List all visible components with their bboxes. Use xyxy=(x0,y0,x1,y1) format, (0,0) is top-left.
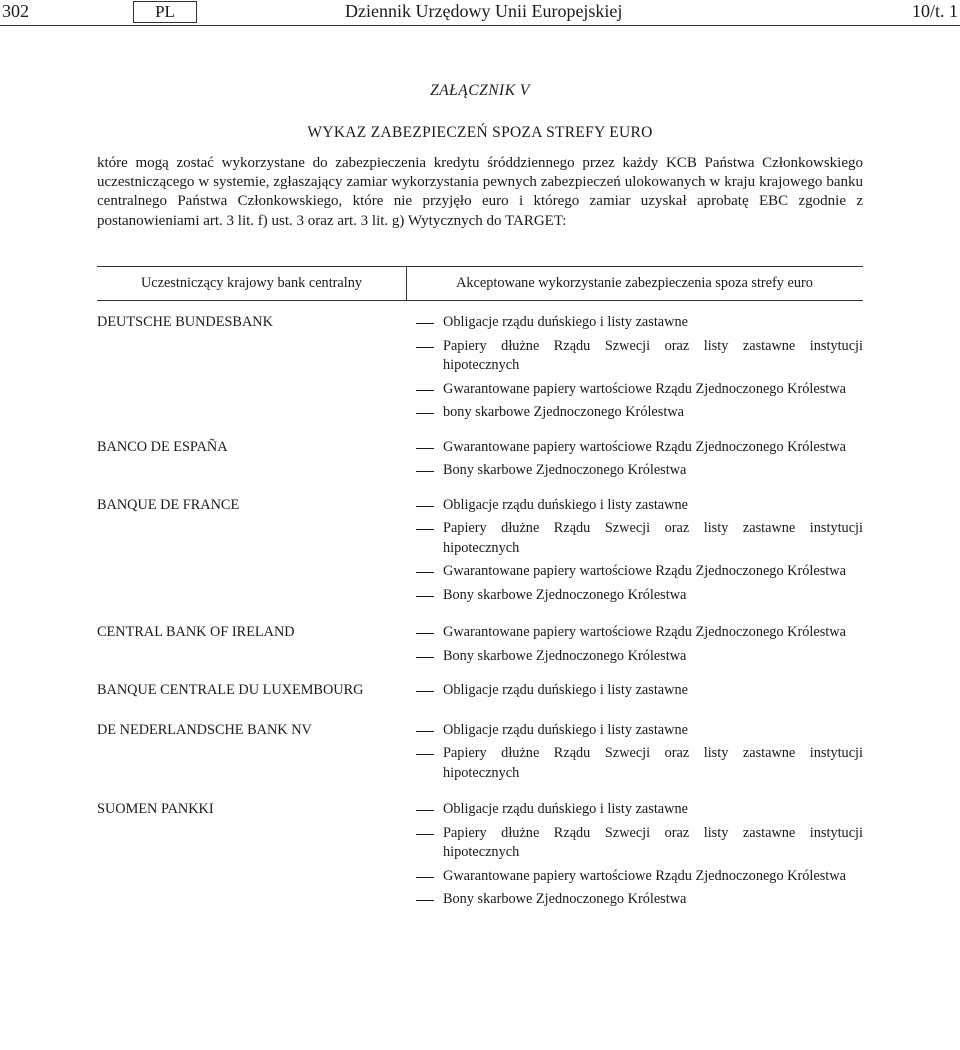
dash-bullet xyxy=(416,867,443,887)
collateral-item xyxy=(416,647,863,667)
collateral-item-text: bony skarbowe Zjednoczonego Królestwa xyxy=(443,404,684,420)
table-row xyxy=(97,313,863,423)
column-header-collateral: Akceptowane wykorzystanie zabezpieczenia spoza strefy euro xyxy=(456,275,813,291)
collateral-item xyxy=(416,337,863,376)
bank-name: DEUTSCHE BUNDESBANK xyxy=(97,314,273,330)
annex-title: ZAŁĄCZNIK V xyxy=(430,82,530,99)
collateral-table-body xyxy=(97,313,863,910)
language-code-box: PL xyxy=(133,1,197,23)
collateral-item xyxy=(416,496,863,516)
page-header xyxy=(0,0,960,30)
dash-bullet xyxy=(416,647,443,667)
collateral-item xyxy=(416,562,863,582)
collateral-item xyxy=(416,403,863,423)
collateral-list xyxy=(416,623,863,666)
dash-bullet xyxy=(416,800,443,820)
collateral-list xyxy=(416,438,863,481)
collateral-item xyxy=(416,800,863,820)
journal-title: Dziennik Urzędowy Unii Europejskiej xyxy=(345,1,623,21)
dash-bullet xyxy=(416,461,443,481)
collateral-item-text: Papiery dłużne Rządu Szwecji oraz listy zastawne instytucji hipotecznych xyxy=(443,824,863,860)
collateral-item xyxy=(416,438,863,458)
collateral-item xyxy=(416,519,863,558)
collateral-item-text: Gwarantowane papiery wartościowe Rządu Zjednoczonego Królestwa xyxy=(443,438,846,455)
collateral-item xyxy=(416,461,863,481)
collateral-item xyxy=(416,890,863,910)
dash-bullet xyxy=(416,519,443,558)
dash-bullet xyxy=(416,586,443,606)
collateral-item xyxy=(416,721,863,741)
dash-bullet xyxy=(416,403,443,423)
dash-bullet xyxy=(416,890,443,910)
collateral-item xyxy=(416,380,863,400)
collateral-item-text: Bony skarbowe Zjednoczonego Królestwa xyxy=(443,586,687,603)
bank-name: BANQUE DE FRANCE xyxy=(97,496,240,513)
collateral-item-text: Papiery dłużne Rządu Szwecji oraz listy zastawne instytucji hipotecznych xyxy=(443,520,863,556)
bank-name: CENTRAL BANK OF IRELAND xyxy=(97,624,295,640)
dash-bullet xyxy=(416,313,443,333)
intro-paragraph: które mogą zostać wykorzystane do zabezpieczenia kredytu śróddziennego przez każdy KCB Państwa Członkowskiego uczestniczącego w systemie, zgłaszający zamiar wykorzystania pewnych zabezpieczeń ulokowanych w kraju krajowego banku centralnego Państwa Członkowskiego, które nie przyjęło euro i którego zamiar uzyskał aprobatę EBC zgodnie z postanowieniami art. 3 lit. f) ust. 3 oraz art. 3 lit. g) Wytycznych do TARGET: xyxy=(97,155,863,229)
collateral-item-text: Gwarantowane papiery wartościowe Rządu Zjednoczonego Królestwa xyxy=(443,563,846,579)
column-header-bank: Uczestniczący krajowy bank centralny xyxy=(140,275,363,291)
collateral-item xyxy=(416,681,863,701)
collateral-item xyxy=(416,744,863,783)
collateral-item-text: Bony skarbowe Zjednoczonego Królestwa xyxy=(443,647,687,664)
collateral-list xyxy=(416,721,863,784)
dash-bullet xyxy=(416,562,443,582)
bank-name: DE NEDERLANDSCHE BANK NV xyxy=(97,721,312,738)
collateral-item-text: Gwarantowane papiery wartościowe Rządu Zjednoczonego Królestwa xyxy=(443,380,846,397)
table-top-rule xyxy=(97,266,863,267)
collateral-item xyxy=(416,824,863,863)
table-row xyxy=(97,800,863,910)
table-row xyxy=(97,721,863,784)
dash-bullet xyxy=(416,681,443,701)
collateral-list xyxy=(416,681,863,701)
collateral-item-text: Papiery dłużne Rządu Szwecji oraz listy zastawne instytucji hipotecznych xyxy=(443,337,863,373)
bank-name: BANCO DE ESPAÑA xyxy=(97,438,228,455)
collateral-item-text: Obligacje rządu duńskiego i listy zastawne xyxy=(443,721,688,738)
dash-bullet xyxy=(416,721,443,741)
table-header-rule xyxy=(97,300,863,301)
collateral-list xyxy=(416,496,863,606)
table-row xyxy=(97,623,863,666)
collateral-item xyxy=(416,586,863,606)
header-rule xyxy=(0,25,960,26)
bank-name: SUOMEN PANKKI xyxy=(97,801,214,817)
collateral-item-text: Bony skarbowe Zjednoczonego Królestwa xyxy=(443,462,687,478)
page-number: 302 xyxy=(2,1,29,21)
collateral-item-text: Gwarantowane papiery wartościowe Rządu Zjednoczonego Królestwa xyxy=(443,867,846,884)
dash-bullet xyxy=(416,623,443,643)
dash-bullet xyxy=(416,824,443,863)
dash-bullet xyxy=(416,496,443,516)
issue-reference: 10/t. 1 xyxy=(911,1,958,21)
dash-bullet xyxy=(416,337,443,376)
collateral-list xyxy=(416,800,863,910)
table-row xyxy=(97,438,863,481)
table-row xyxy=(97,496,863,606)
collateral-item-text: Obligacje rządu duńskiego i listy zastawne xyxy=(443,682,688,698)
dash-bullet xyxy=(416,438,443,458)
collateral-item-text: Papiery dłużne Rządu Szwecji oraz listy zastawne instytucji hipotecznych xyxy=(443,745,863,781)
collateral-item xyxy=(416,867,863,887)
collateral-item-text: Bony skarbowe Zjednoczonego Królestwa xyxy=(443,891,687,907)
collateral-item-text: Obligacje rządu duńskiego i listy zastawne xyxy=(443,801,688,817)
collateral-item-text: Gwarantowane papiery wartościowe Rządu Zjednoczonego Królestwa xyxy=(443,624,846,640)
list-title: WYKAZ ZABEZPIECZEŃ SPOZA STREFY EURO xyxy=(307,124,653,141)
collateral-item-text: Obligacje rządu duńskiego i listy zastawne xyxy=(443,314,688,330)
collateral-list xyxy=(416,313,863,423)
collateral-item xyxy=(416,623,863,643)
dash-bullet xyxy=(416,380,443,400)
collateral-item xyxy=(416,313,863,333)
collateral-item-text: Obligacje rządu duńskiego i listy zastawne xyxy=(443,496,688,513)
bank-name: BANQUE CENTRALE DU LUXEMBOURG xyxy=(97,682,364,698)
dash-bullet xyxy=(416,744,443,783)
table-row xyxy=(97,681,863,701)
